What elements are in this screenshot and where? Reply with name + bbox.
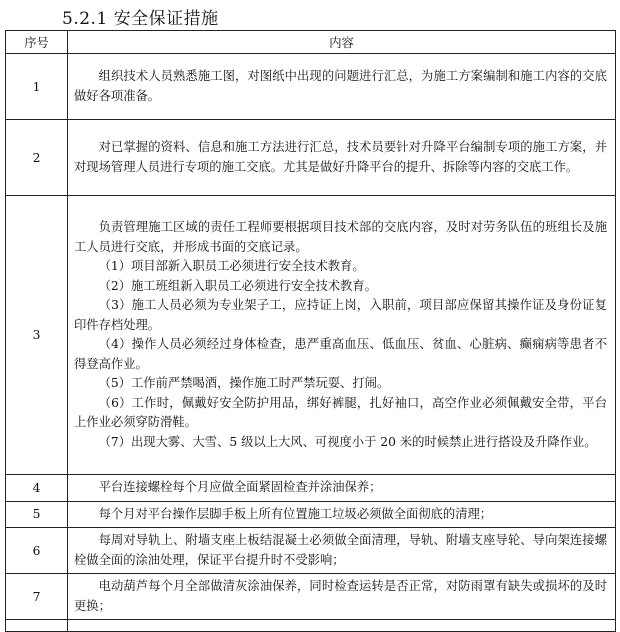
row-content: [68, 120, 616, 196]
content-paragraph: （5）工作前严禁喝酒，操作施工时严禁玩耍、打闹。: [98, 376, 390, 390]
row-content: [68, 196, 616, 475]
table-row: [6, 120, 616, 196]
content-paragraph: （4）操作人员必须经过身体检查，患严重高血压、低血压、贫血、心脏病、癫痫病等患者不得登高作业。: [74, 337, 607, 371]
content-paragraph: （2）施工班组新入职员工必须进行安全技术教育。: [98, 278, 377, 293]
row-num: 1: [6, 54, 68, 120]
row-content: [68, 574, 616, 620]
safety-measures-table: [5, 30, 616, 632]
row-content: [68, 528, 616, 574]
content-paragraph: 平台连接螺栓每个月应做全面紧固检查并涂油保养；: [98, 480, 382, 494]
table-row: [6, 54, 616, 120]
table-header-row: [6, 31, 616, 54]
content-paragraph: 每周对导轨上、附墙支座上板结混凝土必须做全面清理，导轨、附墙支座导轮、导向架连接螺栓做全面的涂油处理，保证平台提升时不受影响；: [74, 533, 607, 567]
header-num: 序号: [6, 31, 68, 54]
row-content: [68, 54, 616, 120]
table-row: [6, 196, 616, 475]
header-content: 内容: [68, 31, 616, 54]
table-row: [6, 501, 616, 528]
section-title: 5.2.1 安全保证措施: [62, 9, 219, 29]
content-paragraph: 对已掌握的资料、信息和施工方法进行汇总，技术员要针对升降平台编制专项的施工方案，并对现场管理人员进行专项的施工交底。尤其是做好升降平台的提升、拆除等内容的交底工作。: [74, 140, 607, 174]
content-paragraph: （1）项目部新入职员工必须进行安全技术教育。: [98, 259, 365, 273]
row-num: 2: [6, 120, 68, 196]
table-row: [6, 528, 616, 574]
table-row: [6, 475, 616, 502]
table-row: [6, 574, 616, 620]
content-paragraph: （6）工作时，佩戴好安全防护用品，绑好裤腿，扎好袖口，高空作业必须佩戴安全带，平台上作业必须穿防滑鞋。: [74, 395, 607, 429]
content-paragraph: 每个月对平台操作层脚手板上所有位置施工垃圾必须做全面彻底的清理；: [98, 506, 493, 521]
content-paragraph: （7）出现大雾、大雪、5 级以上大风、可视度小于 20 米的时候禁止进行搭设及升降作业。: [98, 434, 597, 449]
row-content-empty: [68, 620, 616, 632]
row-num-empty: [6, 620, 68, 632]
row-num: 4: [6, 475, 68, 502]
content-paragraph: 组织技术人员熟悉施工图，对图纸中出现的问题进行汇总，为施工方案编制和施工内容的交底做好各项准备。: [74, 69, 607, 103]
row-num: 7: [6, 574, 68, 620]
content-paragraph: 负责管理施工区域的责任工程师要根据项目技术部的交底内容，及时对劳务队伍的班组长及施工人员进行交底，并形成书面的交底记录。: [74, 220, 607, 254]
row-num: 6: [6, 528, 68, 574]
table-row-partial: [6, 620, 616, 632]
content-paragraph: 电动葫芦每个月全部做清灰涂油保养，同时检查运转是否正常，对防雨罩有缺失或损坏的及时更换；: [74, 579, 607, 613]
row-content: [68, 475, 616, 502]
content-paragraph: （3）施工人员必须为专业架子工，应持证上岗，入职前，项目部应保留其操作证及身份证复印件存档处理。: [74, 298, 607, 332]
row-content: [68, 501, 616, 528]
row-num: 5: [6, 501, 68, 528]
row-num: 3: [6, 196, 68, 475]
